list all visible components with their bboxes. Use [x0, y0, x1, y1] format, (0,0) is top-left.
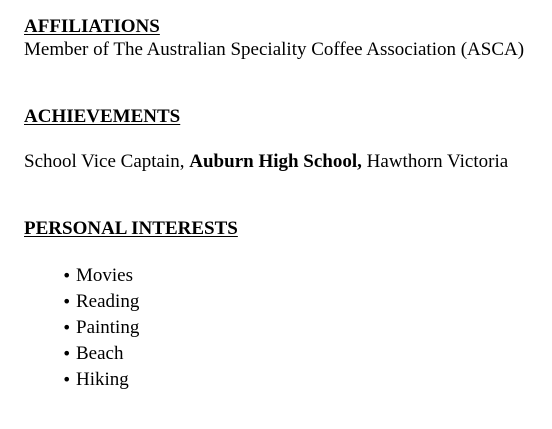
bullet-icon: • — [62, 266, 72, 285]
interest-label: Reading — [76, 291, 140, 312]
interest-label: Painting — [76, 317, 140, 338]
achievement-school: Auburn High School, — [189, 151, 362, 172]
bullet-icon: • — [62, 344, 72, 363]
bullet-icon: • — [62, 370, 72, 389]
affiliations-text: Member of The Australian Speciality Coffee Association (ASCA) — [24, 39, 525, 60]
resume-page — [24, 16, 552, 393]
achievements-heading: ACHIEVEMENTS — [24, 106, 181, 127]
interest-label: Beach — [76, 343, 124, 364]
interest-label: Hiking — [76, 369, 129, 390]
achievements-text — [24, 151, 552, 173]
bullet-icon: • — [62, 292, 72, 311]
list-item — [62, 341, 552, 367]
affiliations-heading: AFFILIATIONS — [24, 16, 160, 37]
interest-label: Movies — [76, 265, 133, 286]
achievement-location: Hawthorn Victoria — [361, 151, 509, 172]
list-item — [62, 367, 552, 393]
list-item — [62, 263, 552, 289]
bullet-icon: • — [62, 318, 72, 337]
interests-list — [24, 263, 552, 393]
list-item — [62, 315, 552, 341]
list-item — [62, 289, 552, 315]
personal-interests-heading: PERSONAL INTERESTS — [24, 218, 238, 239]
achievement-role: School Vice Captain, — [24, 151, 190, 172]
